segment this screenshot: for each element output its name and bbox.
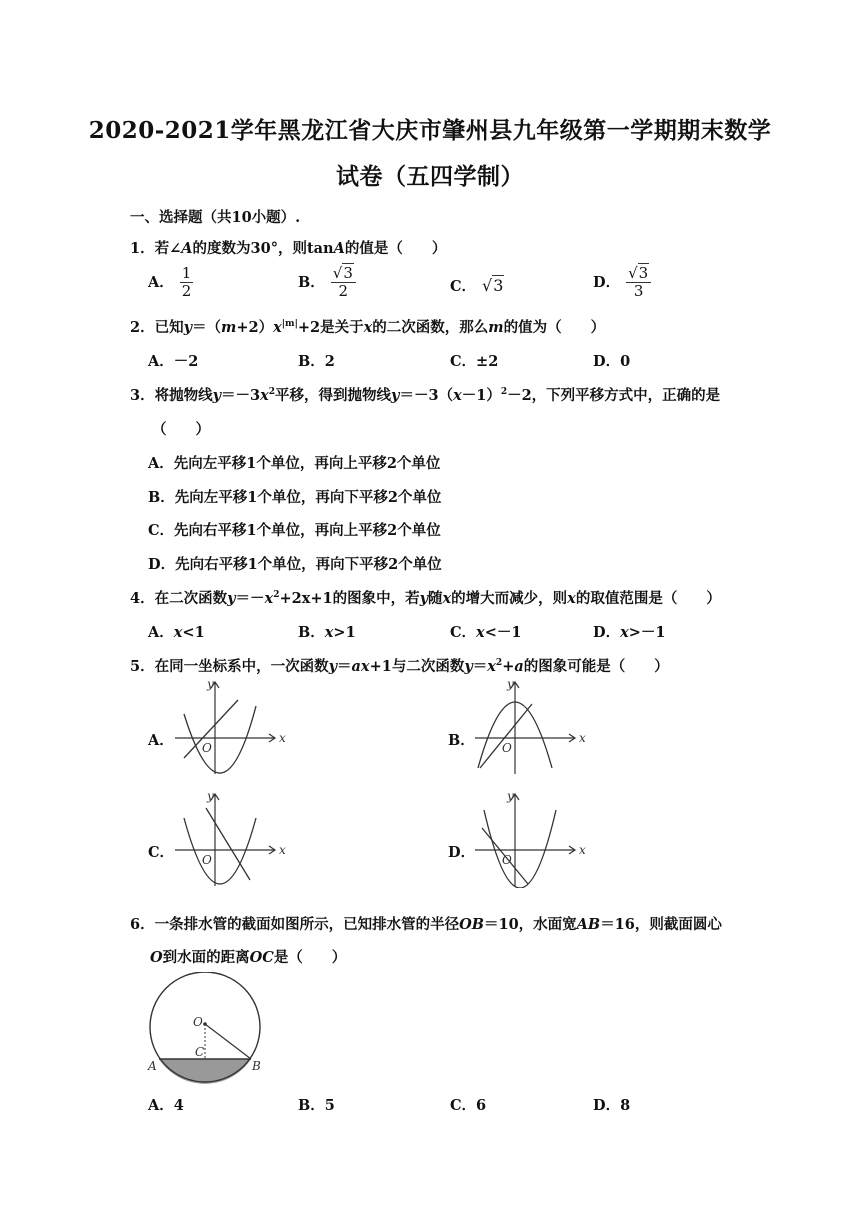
- question-3-stem: 3．将抛物线$y=-3x^2$平移，得到抛物线$y=-3(x-1)^2-2$，下列平移方式中，正确的是: [130, 387, 721, 404]
- question-4-option-b[interactable]: B．x>1: [298, 624, 356, 641]
- question-6-stem-line-1: 6．一条排水管的截面如图所示，已知排水管的半径OB＝10，水面宽AB＝16，则截面圆心: [130, 916, 722, 933]
- parabola: [184, 706, 256, 773]
- origin-label: O: [202, 853, 212, 867]
- question-5-option-b-label[interactable]: B．: [448, 732, 475, 749]
- question-1-option-c[interactable]: C． √3: [450, 276, 504, 295]
- y-axis-label: y: [207, 789, 214, 803]
- parabola: [484, 810, 556, 888]
- question-3-option-c[interactable]: C．先向右平移1个单位，再向上平移2个单位: [148, 522, 441, 539]
- label-a: A: [148, 1059, 157, 1073]
- question-4-option-d[interactable]: D．x>－1: [593, 624, 666, 641]
- question-1-stem: 1．若∠A的度数为30°，则tanA的值是（ ）: [130, 240, 447, 257]
- question-6-pipe-figure: [140, 972, 275, 1084]
- x-axis-label: x: [279, 731, 286, 745]
- question-2-option-d[interactable]: D．0: [593, 353, 631, 370]
- question-5-graph-d[interactable]: [470, 788, 590, 888]
- question-5-option-d-label[interactable]: D．: [448, 844, 476, 861]
- question-5-graph-c[interactable]: [170, 788, 290, 888]
- center-point: [203, 1022, 207, 1026]
- question-2-option-c[interactable]: C．±2: [450, 353, 499, 370]
- question-6-stem-line-2: O到水面的距离OC是（ ）: [150, 949, 347, 966]
- label-b: B: [252, 1059, 261, 1073]
- question-2-stem: 2．已知$y=(m+2)x^{|m|}+2$是关于x的二次函数，那么m的值为（ ）: [130, 319, 606, 336]
- question-4-option-a[interactable]: A．x<1: [148, 624, 205, 641]
- question-4-option-c[interactable]: C．x<－1: [450, 624, 522, 641]
- section-heading: 一、选择题（共10小题）.: [130, 209, 301, 226]
- label-o: O: [193, 1015, 203, 1029]
- question-6-option-d[interactable]: D．8: [593, 1097, 631, 1114]
- y-axis-label: y: [507, 677, 514, 691]
- question-3-option-d[interactable]: D．先向右平移1个单位，再向下平移2个单位: [148, 556, 442, 573]
- question-2-option-b[interactable]: B．2: [298, 353, 335, 370]
- question-1-option-b[interactable]: B． $\frac{√3}{2}$: [298, 265, 356, 300]
- label-c: C: [195, 1045, 205, 1059]
- question-6-option-a[interactable]: A．4: [148, 1097, 184, 1114]
- question-1-option-a[interactable]: A． $\frac{1}{2}$: [148, 264, 192, 300]
- x-axis-label: x: [579, 731, 586, 745]
- x-axis-label: x: [579, 843, 586, 857]
- question-3-answer-brackets: （ ）: [152, 421, 210, 438]
- question-5-graph-b[interactable]: [470, 676, 590, 776]
- question-5-stem: 5．在同一坐标系中，一次函数y＝ax+1与二次函数$y=x^2+a$的图象可能是（ ）: [130, 658, 669, 675]
- origin-label: O: [502, 741, 512, 755]
- question-1-option-d[interactable]: D． $\frac{√3}{3}$: [593, 265, 651, 300]
- exam-title-line-2: 试卷（五四学制）: [336, 163, 524, 190]
- question-5-option-c-label[interactable]: C．: [148, 844, 175, 861]
- question-5-option-a-label[interactable]: A．: [148, 732, 174, 749]
- question-2-option-a[interactable]: A．－2: [148, 353, 199, 370]
- question-4-stem: 4．在二次函数$y=-x^2+2x+1$的图象中，若y随x的增大而减少，则x的取值范围是（ ）: [130, 590, 721, 607]
- y-axis-label: y: [507, 789, 514, 803]
- parabola: [184, 818, 256, 884]
- exam-title-line-1: 2020-2021学年黑龙江省大庆市肇州县九年级第一学期期末数学: [88, 117, 772, 144]
- origin-label: O: [502, 853, 512, 867]
- segment-ob: [205, 1024, 251, 1059]
- line: [206, 808, 250, 880]
- y-axis-label: y: [207, 677, 214, 691]
- question-5-graph-a[interactable]: [170, 676, 290, 776]
- question-6-option-b[interactable]: B．5: [298, 1097, 335, 1114]
- origin-label: O: [202, 741, 212, 755]
- x-axis-label: x: [279, 843, 286, 857]
- question-3-option-a[interactable]: A．先向左平移1个单位，再向上平移2个单位: [148, 455, 441, 472]
- question-6-option-c[interactable]: C．6: [450, 1097, 487, 1114]
- question-3-option-b[interactable]: B．先向左平移1个单位，再向下平移2个单位: [148, 489, 442, 506]
